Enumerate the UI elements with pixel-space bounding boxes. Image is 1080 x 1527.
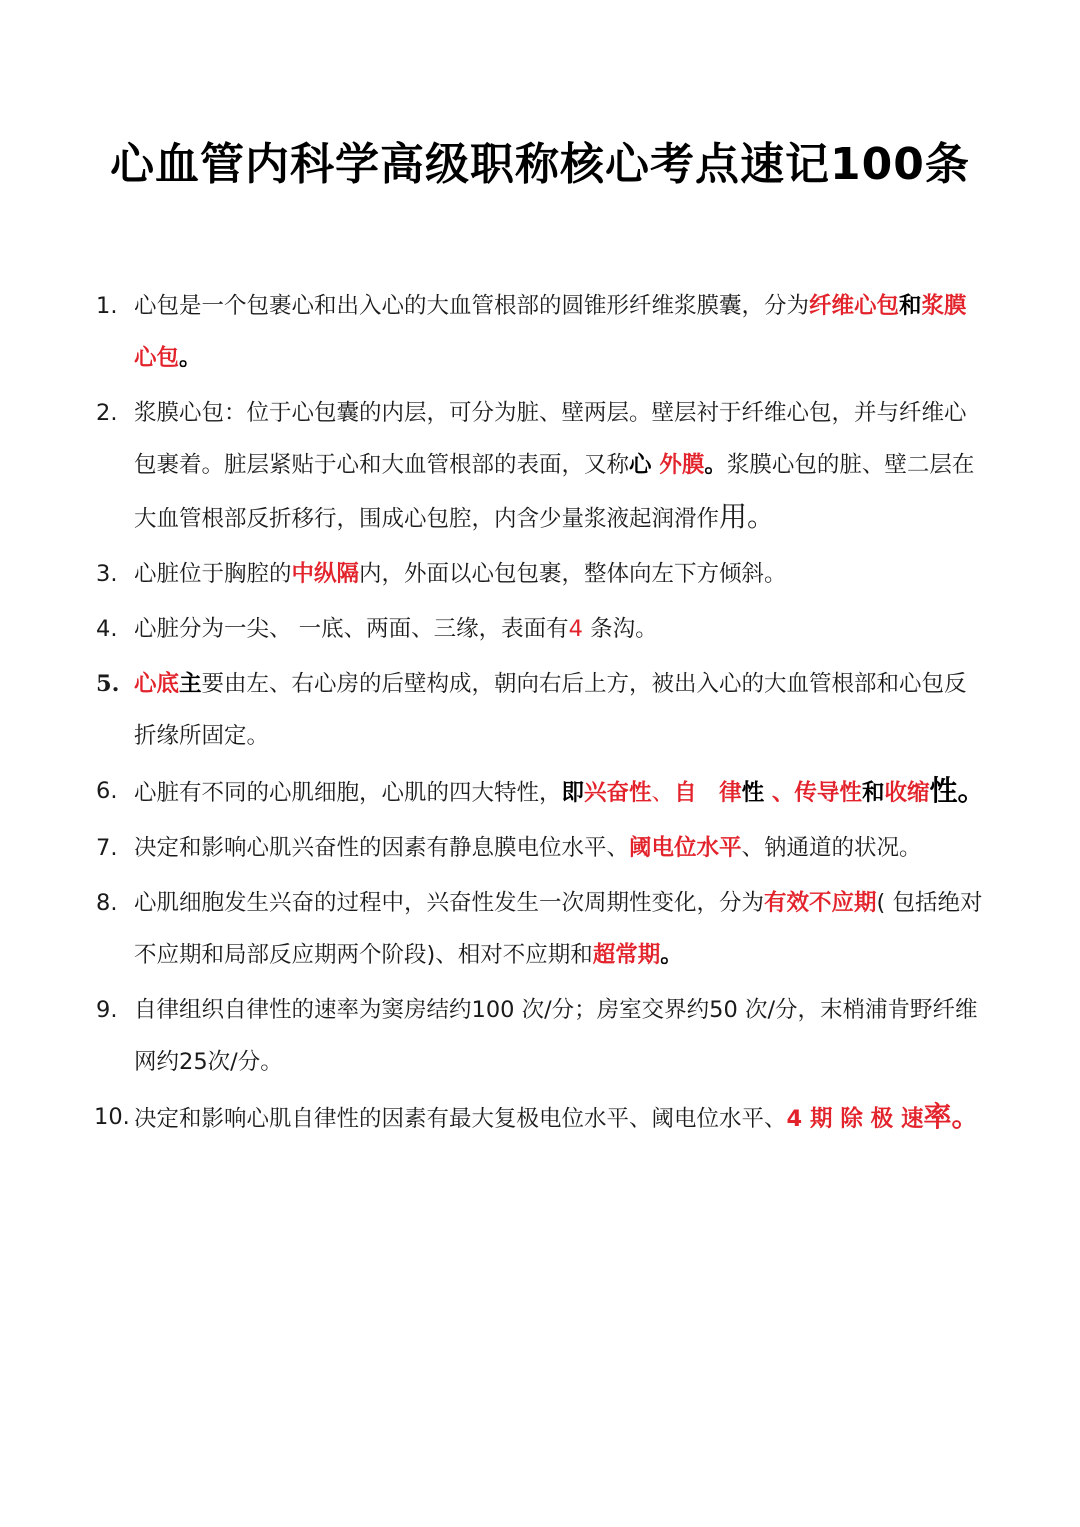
highlighted-term: 收缩 [884, 780, 930, 806]
item-text: ( 包括绝对不应期和局部反应期两个阶段)、相对不应期和 [134, 890, 983, 968]
item-text: 心脏分为一尖、 一底、两面、三缘，表面有 [134, 616, 569, 642]
item-text: 和 [899, 293, 922, 319]
item-number: 2. [96, 400, 118, 426]
item-text: 。 [179, 345, 202, 371]
highlighted-term: 自 律 [674, 780, 742, 806]
item-text: 自律组织自律性的速率为窦房结约100 次/分；房室交界约50 次/分，末梢浦肯野纤维网约25次/分。 [134, 997, 978, 1075]
item-text: 性。 [929, 774, 986, 807]
item-text: 心脏有不同的心肌细胞，心肌的四大特性， [134, 780, 562, 806]
item-text: 心肌细胞发生兴奋的过程中，兴奋性发生一次周期性变化，分为 [134, 890, 765, 916]
highlighted-term: 、 [651, 780, 675, 806]
highlighted-term: 、传导性 [764, 780, 862, 806]
key-point-item [96, 280, 986, 384]
key-point-item [96, 603, 986, 655]
item-number: 5. [96, 671, 120, 697]
key-point-item [96, 765, 986, 819]
item-text: 主 [179, 671, 202, 697]
highlighted-term: 有效不应期 [764, 890, 877, 916]
item-text: 决定和影响心肌兴奋性的因素有静息膜电位水平、 [134, 835, 630, 861]
highlighted-term: 浆膜心包 [134, 293, 967, 371]
highlighted-term: 心底 [134, 671, 180, 697]
item-text: 心包是一个包裹心和出入心的大血管根部的圆锥形纤维浆膜囊，分为 [134, 293, 810, 319]
item-text: 用。 [719, 500, 776, 533]
page-title: 心血管内科学高级职称核心考点速记100条 [110, 139, 970, 190]
item-text: 决定和影响心肌自律性的因素有最大复极电位水平、阈电位水平、 [134, 1106, 787, 1132]
item-number: 10. [94, 1104, 130, 1130]
highlighted-term: 兴奋性 [584, 780, 652, 806]
key-point-item [96, 984, 986, 1088]
item-number: 6. [96, 778, 118, 804]
item-text: 。 [660, 942, 683, 968]
highlighted-term: 外膜 [659, 452, 705, 478]
item-number: 8. [96, 890, 118, 916]
item-text: 心脏位于胸腔的 [134, 561, 292, 587]
highlighted-term: 4 期 除 极 速 [786, 1106, 924, 1132]
item-text: 。 [704, 452, 727, 478]
highlighted-term: 阈电位水平 [629, 835, 742, 861]
highlighted-term: 率。 [923, 1100, 980, 1133]
highlighted-term: 纤维心包 [809, 293, 900, 319]
highlighted-term: 4 [568, 616, 583, 642]
item-number: 4. [96, 616, 118, 642]
item-text: 即 [561, 780, 585, 806]
item-text: 、钠通道的状况。 [741, 835, 922, 861]
key-point-item [96, 387, 986, 545]
item-text: 浆膜心包的脏、壁二层在大血管根部反折移行，围成心包腔，内含少量浆液起润滑作 [134, 452, 975, 532]
item-number: 9. [96, 997, 118, 1023]
key-point-item [96, 1091, 986, 1145]
key-point-item [96, 877, 986, 981]
item-text: 浆膜心包：位于心包囊的内层，可分为脏、壁两层。壁层衬于纤维心包，并与纤维心包裹着。脏层紧贴于心和大血管根部的表面，又称 [134, 400, 967, 478]
item-text: 内，外面以心包包裹，整体向左下方倾斜。 [359, 561, 787, 587]
item-number: 7. [96, 835, 118, 861]
item-number: 1. [96, 293, 118, 319]
key-points-list [96, 280, 986, 1148]
item-text: 要由左、右心房的后壁构成，朝向右后上方，被出入心的大血管根部和心包反折缘所固定。 [134, 671, 967, 749]
item-text: 和 [861, 780, 885, 806]
item-text: 条沟。 [582, 616, 658, 642]
highlighted-term: 超常期 [592, 942, 661, 968]
item-text: 心 [629, 452, 660, 478]
item-number: 3. [96, 561, 118, 587]
key-point-item [96, 548, 986, 600]
highlighted-term: 中纵隔 [291, 561, 360, 587]
item-text: 性 [741, 780, 765, 806]
key-point-item [96, 822, 986, 874]
key-point-item [96, 658, 986, 762]
